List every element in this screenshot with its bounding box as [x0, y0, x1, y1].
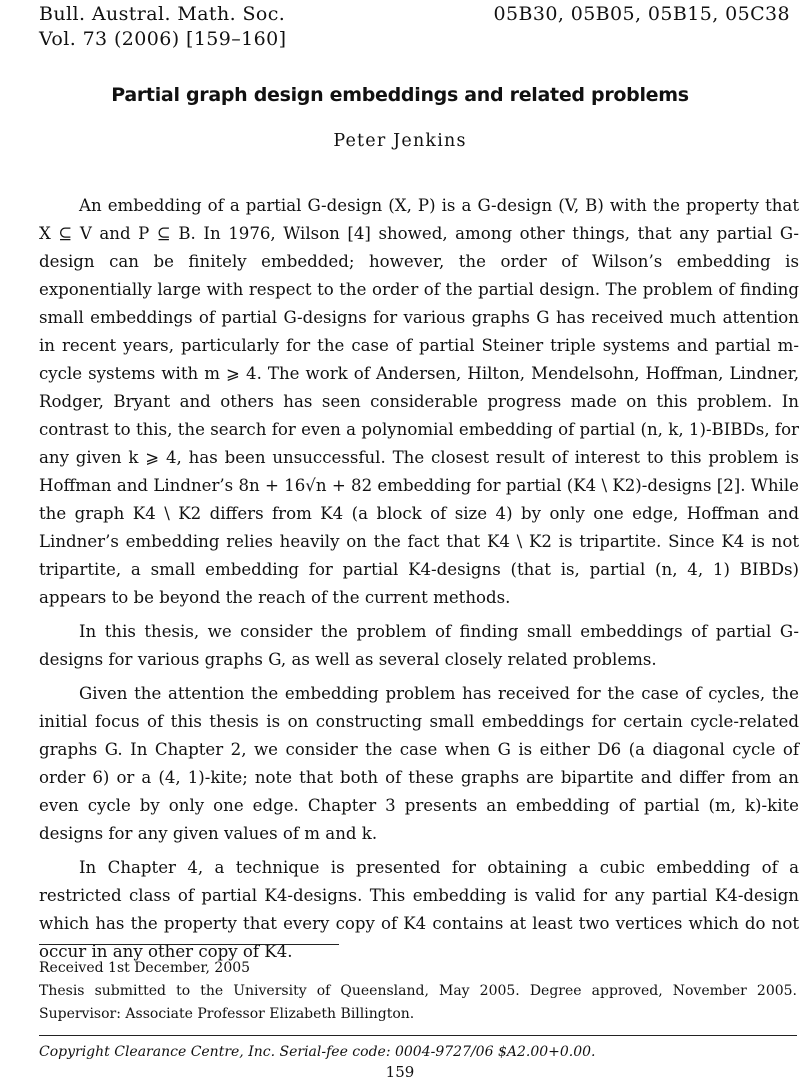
copyright-note: Copyright Clearance Centre, Inc. Serial-fee code: 0004-9727/06 $A2.00+0.00.	[39, 1044, 596, 1060]
abstract-body	[39, 192, 799, 972]
received-date: Received 1st December, 2005	[39, 960, 251, 976]
page-number: 159	[385, 1063, 415, 1081]
footnote-rule	[39, 944, 339, 945]
paragraph: An embedding of a partial G-design (X, P) is a G-design (V, B) with the property that X ⊆ V and P ⊆ B. In 1976, Wilson [4] showed, among other things, that any partial G-design can be finitely embedded; however, the order of Wilson’s embedding is exponentially large with respect to the order of the partial design. The problem of finding small embeddings of partial G-designs for various graphs G has received much attention in recent years, particularly for the case of partial Steiner triple systems and partial m-cycle systems with m ⩾ 4. The work of Andersen, Hilton, Mendelsohn, Hoffman, Lindner, Rodger, Bryant and others has seen considerable progress made on this problem. In contrast to this, the search for even a polynomial embedding of partial (n, k, 1)-BIBDs, for any given k ⩾ 4, has been unsuccessful. The closest result of interest to this problem is Hoffman and Lindner’s 8n + 16√n + 82 embedding for partial (K4 \ K2)-designs [2]. While the graph K4 \ K2 differs from K4 (a block of size 4) by only one edge, Hoffman and Lindner’s embedding relies heavily on the fact that K4 \ K2 is tripartite. Since K4 is not tripartite, a small embedding for partial K4-designs (that is, partial (n, 4, 1) BIBDs) appears to be beyond the reach of the current methods.	[39, 196, 799, 607]
journal-name: Bull. Austral. Math. Soc.	[39, 3, 286, 25]
paragraph: In this thesis, we consider the problem of finding small embeddings of partial G-designs for various graphs G, as well as several closely related problems.	[39, 622, 799, 669]
thesis-note: Thesis submitted to the University of Queensland, May 2005. Degree approved, November 2005. Supervisor: Associate Professor Elizabeth Billington.	[39, 983, 797, 1022]
paragraph: In Chapter 4, a technique is presented for obtaining a cubic embedding of a restricted class of partial K4-designs. This embedding is valid for any partial K4-design which has the property that every copy of K4 contains at least two vertices which do not occur in any other copy of K4.	[39, 858, 799, 961]
paper-title: Partial graph design embeddings and related problems	[111, 84, 689, 106]
running-header-right	[494, 2, 790, 27]
running-header-left	[39, 2, 286, 52]
classification-codes: 05B30, 05B05, 05B15, 05C38	[493, 3, 790, 25]
paragraph: Given the attention the embedding problem has received for the case of cycles, the initial focus of this thesis is on constructing small embeddings for certain cycle-related graphs G. In Chapter 2, we consider the case when G is either D6 (a diagonal cycle of order 6) or a (4, 1)-kite; note that both of these graphs are bipartite and differ from an even cycle by only one edge. Chapter 3 presents an embedding of partial (m, k)-kite designs for any given values of m and k.	[39, 684, 799, 843]
author-name: Peter Jenkins	[333, 131, 467, 151]
footnotes	[39, 944, 797, 1062]
copyright-rule	[39, 1035, 797, 1036]
volume-info: Vol. 73 (2006) [159–160]	[39, 28, 287, 50]
